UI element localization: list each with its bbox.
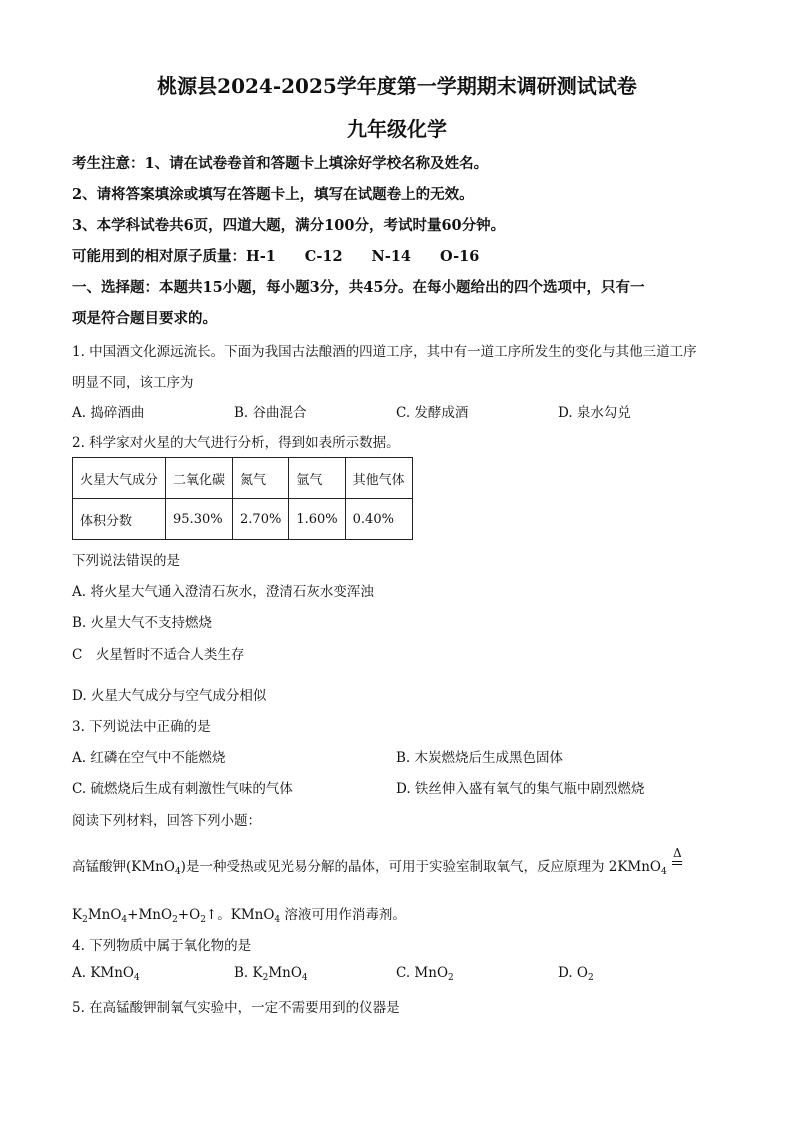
- q2-question: 下列说法错误的是: [72, 553, 180, 569]
- reading-paragraph-line-1: 高锰酸钾(KMnO$_4$)是一种受热或见光易分解的晶体，可用于实验室制取氧气，反应原理为 2KMnO$_4$: [72, 859, 667, 877]
- table-header-cell: 火星大气成分: [73, 458, 166, 499]
- q1-option-b: B. 谷曲混合: [234, 405, 307, 421]
- note-line-1: 考生注意：1、请在试卷卷首和答题卡上填涂好学校名称及姓名。: [72, 155, 489, 172]
- q4-option-b: B. $K_2MnO_4$: [234, 965, 308, 983]
- table-cell: 95.30%: [166, 499, 233, 540]
- q4-option-d: D. $O_2$: [558, 965, 594, 983]
- atomic-mass-line: 可能用到的相对原子质量：H-1 C-12 N-14 O-16: [72, 248, 480, 265]
- q5-stem: 5. 在高锰酸钾制氧气实验中，一定不需要用到的仪器是: [72, 1000, 400, 1016]
- mars-atmosphere-table: [72, 457, 413, 540]
- q4-option-c: C. MnO$_2$: [396, 965, 454, 983]
- q3-option-a: A. 红磷在空气中不能燃烧: [72, 750, 226, 766]
- q3-option-d: D. 铁丝伸入盛有氧气的集气瓶中剧烈燃烧: [396, 781, 645, 797]
- q1-stem-line-2: 明显不同，该工序为: [72, 375, 194, 391]
- section-heading-line-2: 项是符合题目要求的。: [72, 310, 217, 327]
- section-heading-line-1: 一、选择题：本题共15小题，每小题3分，共45分。在每小题给出的四个选项中，只有一: [72, 279, 645, 296]
- q1-stem-line-1: 1. 中国酒文化源远流长。下面为我国古法酿酒的四道工序，其中有一道工序所发生的变化与其他三道工序: [72, 344, 697, 360]
- q4-option-a: A. KMnO$_4$: [72, 965, 140, 983]
- table-header-cell: 二氧化碳: [166, 458, 233, 499]
- note-line-2: 2、请将答案填涂或填写在答题卡上，填写在试题卷上的无效。: [72, 186, 474, 203]
- table-cell: 0.40%: [345, 499, 412, 540]
- q2-option-c: C 火星暂时不适合人类生存: [72, 647, 245, 663]
- q4-stem: 4. 下列物质中属于氧化物的是: [72, 938, 252, 954]
- q3-stem: 3. 下列说法中正确的是: [72, 719, 211, 735]
- table-header-cell: 氮气: [233, 458, 289, 499]
- equation-sign-line: [672, 864, 682, 865]
- table-header-row: [73, 458, 413, 499]
- reading-paragraph-line-2: $K_2MnO_4+MnO_2+O_2↑$。KMnO$_4$ 溶液可用作消毒剂。: [72, 907, 406, 925]
- equation-sign-line: [672, 861, 682, 862]
- q3-option-b: B. 木炭燃烧后生成黑色固体: [396, 750, 564, 766]
- q2-option-b: B. 火星大气不支持燃烧: [72, 615, 213, 631]
- table-row: [73, 499, 413, 540]
- heat-delta-symbol: Δ: [673, 846, 682, 860]
- q3-option-c: C. 硫燃烧后生成有刺激性气味的气体: [72, 781, 293, 797]
- reading-intro: 阅读下列材料，回答下列小题：: [72, 813, 261, 829]
- q1-option-c: C. 发酵成酒: [396, 405, 469, 421]
- q2-option-a: A. 将火星大气通入澄清石灰水，澄清石灰水变浑浊: [72, 584, 374, 600]
- table-cell: 体积分数: [73, 499, 166, 540]
- q2-stem: 2. 科学家对火星的大气进行分析，得到如表所示数据。: [72, 435, 400, 451]
- table-cell: 2.70%: [233, 499, 289, 540]
- table-header-cell: 氩气: [289, 458, 345, 499]
- exam-title: 桃源县2024-2025学年度第一学期期末调研测试试卷: [157, 74, 637, 98]
- q2-option-d: D. 火星大气成分与空气成分相似: [72, 688, 267, 704]
- exam-subtitle: 九年级化学: [347, 117, 447, 141]
- note-line-3: 3、本学科试卷共6页，四道大题，满分100分，考试时量60分钟。: [72, 217, 506, 234]
- table-header-cell: 其他气体: [345, 458, 412, 499]
- q1-option-d: D. 泉水勾兑: [558, 405, 631, 421]
- q1-option-a: A. 捣碎酒曲: [72, 405, 145, 421]
- table-cell: 1.60%: [289, 499, 345, 540]
